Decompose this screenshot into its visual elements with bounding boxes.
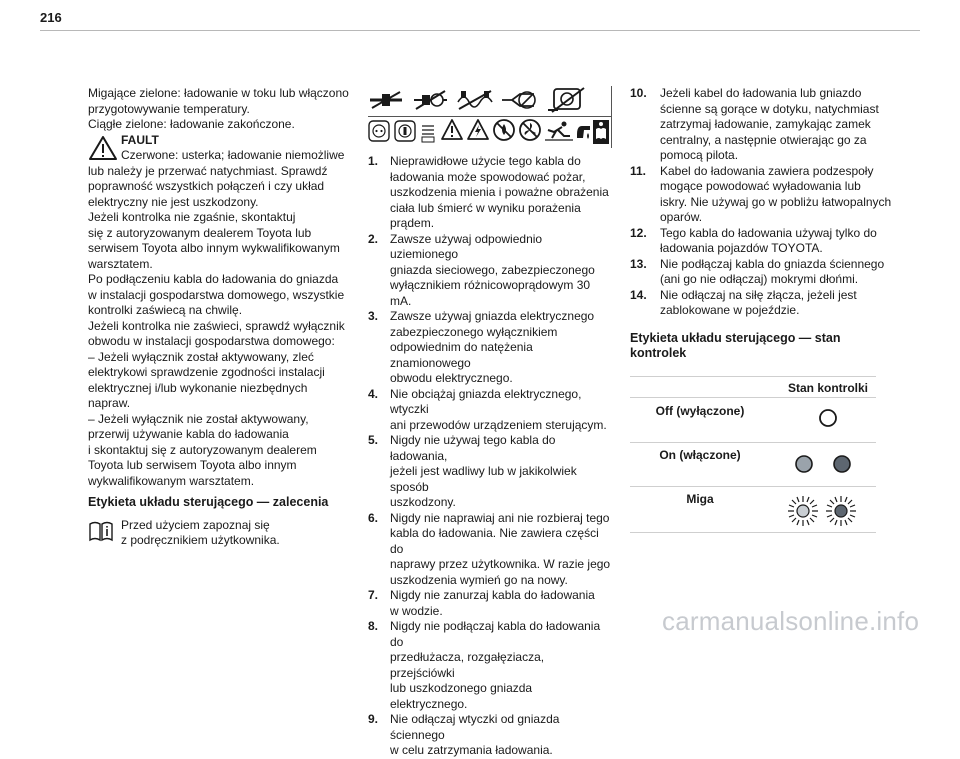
list-item: 7. Nigdy nie zanurzaj kabla do ładowania w wodzie. <box>368 588 595 618</box>
row-label-blink: Miga <box>686 492 714 506</box>
body-line: Po podłączeniu kabla do ładowania do gniazda <box>88 272 339 286</box>
rating-label-icon <box>420 120 436 144</box>
no-water-icon <box>492 118 516 142</box>
row-label-on: On (włączone) <box>659 448 741 462</box>
body-line: – Jeżeli wyłącznik został aktywowany, zleć <box>88 349 314 364</box>
body-line: lub należy je przerwać natychmiast. Sprawdź <box>88 163 328 178</box>
residual-current-icon <box>394 120 416 142</box>
list-item: 11. Kabel do ładowania zawiera podzespoły mogące powodować wyładowania lub iskry. Nie używaj go w pobliżu łatwopalnych oparów. <box>630 163 892 224</box>
warning-icon <box>88 135 118 161</box>
body-line: elektrycznej i/lub wykonanie niezbędnych <box>88 380 308 395</box>
left-column <box>88 86 350 549</box>
no-adapter-icon <box>412 88 448 112</box>
table-rule <box>630 532 876 533</box>
no-fork-icon <box>500 88 538 112</box>
body-line: się z autoryzowanym dealerem Toyota lub <box>88 225 312 240</box>
body-line: w instalacji gospodarstwa domowego, wszystkie <box>88 287 345 302</box>
fault-title: FAULT <box>121 132 159 147</box>
book-icon <box>88 520 114 542</box>
section-title-recommendations: Etykieta układu sterującego — zalecenia <box>88 495 329 509</box>
body-line: wykwalifikowanym warsztatem. <box>88 473 255 488</box>
table-header: Stan kontrolki <box>787 381 868 395</box>
list-item: 8. Nigdy nie podłączaj kabla do ładowania do przedłużacza, rozgałęziacza, przejściówki lub uszkodzonego gniazda elektrycznego. <box>368 619 601 711</box>
control-label-symbols <box>368 86 612 148</box>
note-line: Przed użyciem zapoznaj się <box>121 517 270 532</box>
lamp-on-dark-icon <box>830 452 854 476</box>
fault-warning <box>88 133 350 164</box>
body-line: kontrolki zaświecą na chwilę. <box>88 303 243 317</box>
page-number: 216 <box>40 10 62 25</box>
no-cable-reel-icon <box>546 86 590 114</box>
list-item: 6. Nigdy nie naprawiaj ani nie rozbieraj tego kabla do ładowania. Nie zawiera części do naprawy przez użytkownika. W razie jego uszkodzenia wymień go na nowy. <box>368 510 611 587</box>
lamp-blink-light-icon <box>786 494 820 528</box>
list-item: 12. Tego kabla do ładowania używaj tylko do ładowania pojazdów TOYOTA. <box>630 225 877 255</box>
list-item: 14. Nie odłączaj na siłę złącza, jeżeli jest zablokowane w pojeździe. <box>630 287 857 317</box>
intro-line: Migające zielone: ładowanie w toku lub włączono <box>88 86 349 100</box>
body-line: warsztatem. <box>88 256 153 271</box>
body-line: elektryczny nie jest uszkodzony. <box>88 194 259 209</box>
body-line: przerwij używanie kabla do ładowania <box>88 427 289 441</box>
panel-divider <box>368 116 612 117</box>
middle-column <box>368 154 612 759</box>
list-item: 2. Zawsze używaj odpowiednio uziemionego gniazda sieciowego, zabezpieczonego wyłącznikiem różnicowoprądowym 30 mA. <box>368 231 595 308</box>
list-item: 9. Nie odłączaj wtyczki od gniazda ściennego w celu zatrzymania ładowania. <box>368 712 560 757</box>
body-line: i skontaktuj się z autoryzowanym dealerem <box>88 442 317 457</box>
no-splice-icon <box>368 88 404 112</box>
fault-description: Czerwone: usterka; ładowanie niemożliwe <box>121 148 345 162</box>
list-item: 13. Nie podłączaj kabla do gniazda ściennego (ani go nie odłączaj) mokrymi dłońmi. <box>630 256 885 286</box>
warning-list-continued <box>630 86 892 319</box>
electric-hazard-icon <box>466 118 490 142</box>
warning-icon <box>440 118 464 142</box>
no-fan-icon <box>518 118 542 142</box>
list-item: 1. Nieprawidłowe użycie tego kabla do ładowania może spowodować pożar, uszkodzenia mienia i poważne obrażenia ciała lub śmierć w wyniku porażenia prądem. <box>368 154 609 230</box>
list-item: 3. Zawsze używaj gniazda elektrycznego zabezpieczonego wyłącznikiem odpowiednim do natężenia znamionowego obwodu elektrycznego. <box>368 309 595 385</box>
body-line: obwodu w instalacji gospodarstwa domowego: <box>88 334 335 348</box>
intro-line: przygotowywanie temperatury. <box>88 101 250 116</box>
table-rule <box>630 397 876 398</box>
body-line: Jeżeli kontrolka nie zaświeci, sprawdź wyłącznik <box>88 318 345 333</box>
body-line: elektrykowi sprawdzenie zgodności instalacji <box>88 365 325 379</box>
header-rule <box>40 30 920 31</box>
section-title-lamp-status: Etykieta układu sterującego — stan kontrolek <box>630 330 841 360</box>
table-rule <box>630 376 876 377</box>
grounded-socket-icon <box>368 120 390 142</box>
watermark: carmanualsonline.info <box>662 606 920 636</box>
note-line: z podręcznikiem użytkownika. <box>121 533 280 547</box>
lamp-on-light-icon <box>792 452 816 476</box>
no-trip-icon <box>544 120 574 142</box>
lamp-blink-dark-icon <box>824 494 858 528</box>
manual-note <box>88 518 350 549</box>
list-item: 5. Nigdy nie używaj tego kabla do ładowania, jeżeli jest wadliwy lub w jakikolwiek sposób uszkodzony. <box>368 433 577 509</box>
body-line: Toyota lub serwisem Toyota albo innym <box>88 458 297 472</box>
body-line: poprawność wszystkich połączeń i czy układ <box>88 179 325 193</box>
table-rule <box>630 486 876 487</box>
intro-line: Ciągłe zielone: ładowanie zakończone. <box>88 117 295 131</box>
no-wet-hands-icon <box>574 120 594 142</box>
right-column <box>630 86 892 369</box>
panel-edge <box>611 86 612 148</box>
lamp-off-icon <box>816 406 840 430</box>
read-manual-icon <box>592 119 610 145</box>
no-extension-icon <box>456 88 494 112</box>
list-item: 10. Jeżeli kabel do ładowania lub gniazdo ścienne są gorące w dotyku, natychmiast zatrzymaj ładowanie, zamykając zamek centralny, a następnie otwierając go za pomocą pilota. <box>630 86 879 162</box>
body-line: Jeżeli kontrolka nie zgaśnie, skontaktuj <box>88 210 296 224</box>
table-rule <box>630 442 876 443</box>
body-line: napraw. <box>88 396 131 410</box>
warning-list <box>368 154 612 759</box>
row-label-off: Off (wyłączone) <box>655 404 745 418</box>
body-line: serwisem Toyota albo innym wykwalifikowanym <box>88 241 340 255</box>
body-line: – Jeżeli wyłącznik nie został aktywowany, <box>88 411 309 426</box>
list-item: 4. Nie obciążaj gniazda elektrycznego, wtyczki ani przewodów urządzeniem sterującym. <box>368 386 607 432</box>
